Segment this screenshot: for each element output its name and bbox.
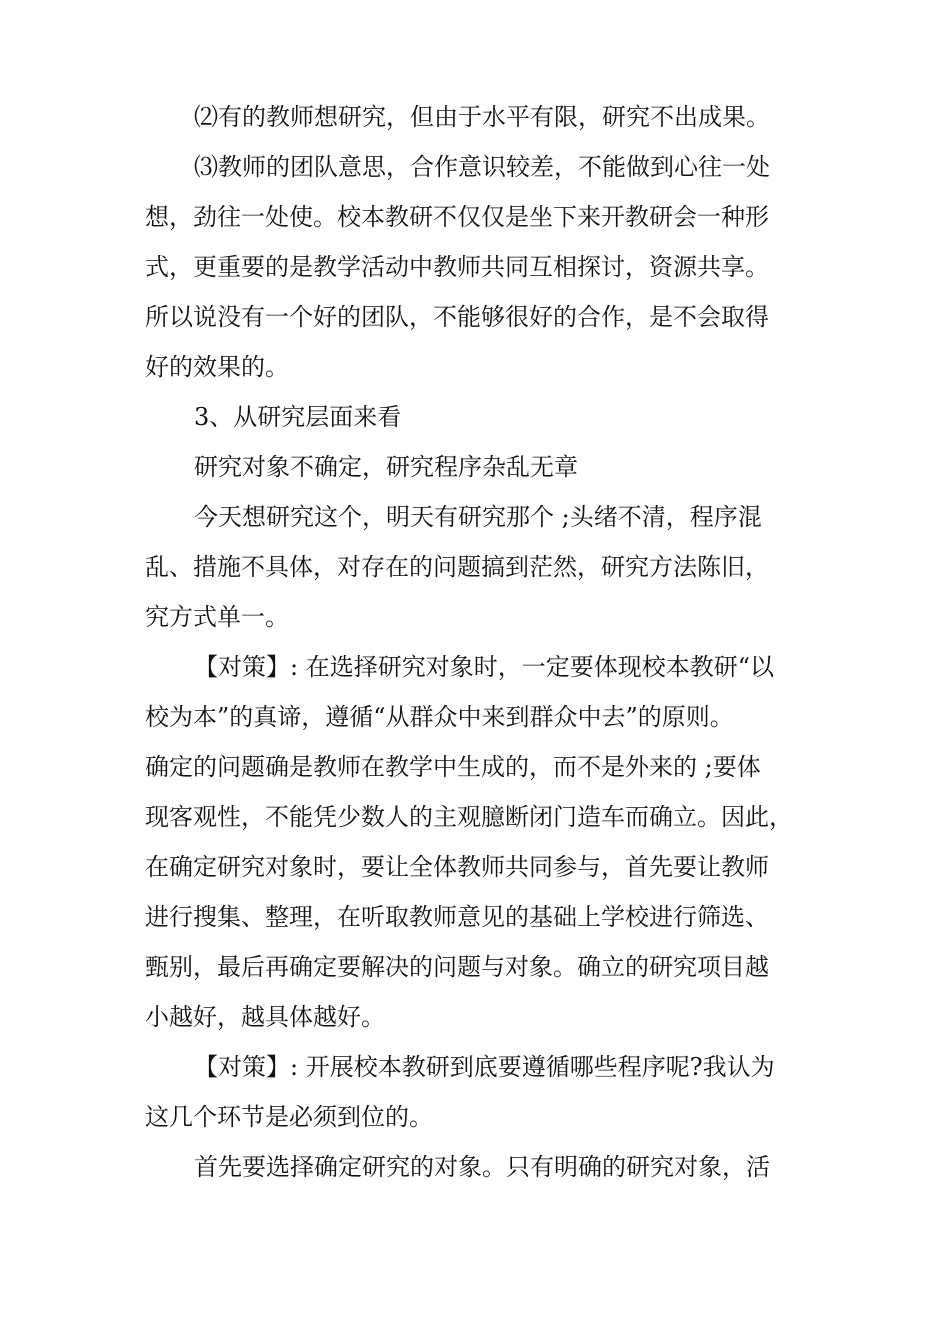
text-line: 式，更重要的是教学活动中教师共同互相探讨，资源共享。 <box>145 253 769 281</box>
text-line: 现客观性，不能凭少数人的主观臆断闭门造车而确立。因此， <box>145 803 793 831</box>
text-line: 【对策】: 开展校本教研到底要遵循哪些程序呢?我认为 <box>194 1053 775 1081</box>
text-line: 所以说没有一个好的团队，不能够很好的合作，是不会取得 <box>145 303 769 331</box>
text-line: 进行搜集、整理，在听取教师意见的基础上学校进行筛选、 <box>145 903 769 931</box>
text-line: 好的效果的。 <box>145 353 289 381</box>
text-line: 首先要选择确定研究的对象。只有明确的研究对象，活 <box>194 1153 770 1181</box>
text-line: 研究对象不确定，研究程序杂乱无章 <box>194 453 578 481</box>
text-line: 在确定研究对象时，要让全体教师共同参与，首先要让教师 <box>145 853 769 881</box>
text-line: 小越好，越具体越好。 <box>145 1003 385 1031</box>
text-line: ⑶教师的团队意思，合作意识较差，不能做到心往一处 <box>194 153 770 181</box>
section-heading: 3、从研究层面来看 <box>194 403 402 431</box>
text-line: 【对策】: 在选择研究对象时，一定要体现校本教研“以 <box>194 653 774 681</box>
text-line: 乱、措施不具体，对存在的问题搞到茫然，研究方法陈旧， <box>145 553 769 581</box>
text-line: 今天想研究这个，明天有研究那个 ;头绪不清，程序混 <box>194 503 762 531</box>
text-line: 确定的问题确是教师在教学中生成的，而不是外来的 ;要体 <box>145 753 761 781</box>
text-line: 甄别，最后再确定要解决的问题与对象。确立的研究项目越 <box>145 953 769 981</box>
text-line: 这几个环节是必须到位的。 <box>145 1103 433 1131</box>
text-line: 想，劲往一处使。校本教研不仅仅是坐下来开教研会一种形 <box>145 203 769 231</box>
text-line: 校为本”的真谛，遵循“从群众中来到群众中去”的原则。 <box>145 703 734 731</box>
text-line: ⑵有的教师想研究，但由于水平有限，研究不出成果。 <box>194 103 770 131</box>
text-line: 究方式单一。 <box>145 603 289 631</box>
